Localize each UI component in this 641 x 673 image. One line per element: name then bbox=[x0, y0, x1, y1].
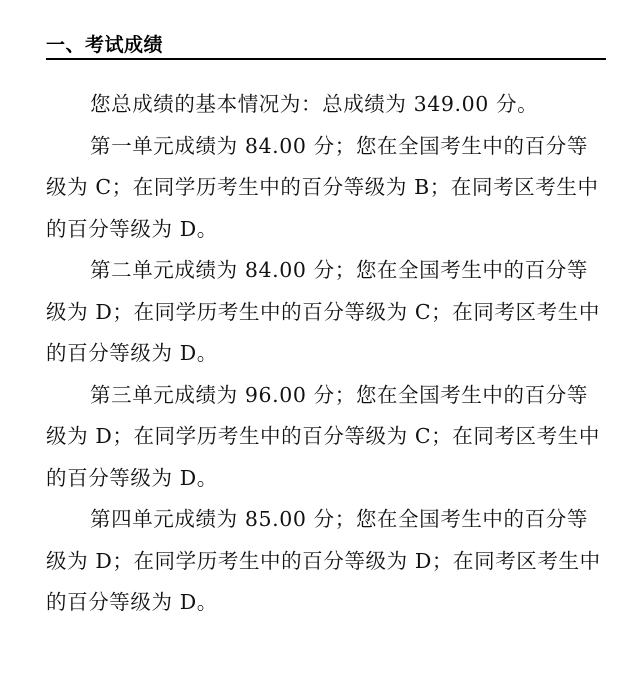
unit-1-line-1: 第一单元成绩为 84.00 分；您在全国考生中的百分等 bbox=[90, 133, 588, 158]
unit-1-score-paragraph bbox=[46, 126, 606, 251]
unit-3-line-3: 的百分等级为 D。 bbox=[46, 465, 218, 490]
unit-1-line-3: 的百分等级为 D。 bbox=[46, 216, 218, 241]
score-details bbox=[46, 84, 606, 624]
unit-3-score-paragraph bbox=[46, 375, 606, 500]
unit-3-line-1: 第三单元成绩为 96.00 分；您在全国考生中的百分等 bbox=[90, 382, 588, 407]
unit-3-line-2: 级为 D；在同学历考生中的百分等级为 C；在同考区考生中 bbox=[46, 424, 600, 448]
unit-4-score-paragraph bbox=[46, 499, 606, 624]
unit-2-score-paragraph bbox=[46, 250, 606, 375]
unit-2-line-3: 的百分等级为 D。 bbox=[46, 341, 218, 365]
unit-1-line-2: 级为 C；在同学历考生中的百分等级为 B；在同考区考生中 bbox=[46, 175, 599, 199]
unit-2-line-1: 第二单元成绩为 84.00 分；您在全国考生中的百分等 bbox=[90, 258, 588, 282]
total-score-summary: 您总成绩的基本情况为：总成绩为 349.00 分。 bbox=[90, 92, 539, 116]
unit-4-line-3: 的百分等级为 D。 bbox=[46, 590, 218, 614]
unit-4-line-1: 第四单元成绩为 85.00 分；您在全国考生中的百分等 bbox=[90, 507, 588, 531]
unit-4-line-2: 级为 D；在同学历考生中的百分等级为 D；在同考区考生中 bbox=[46, 548, 601, 573]
unit-2-line-2: 级为 D；在同学历考生中的百分等级为 C；在同考区考生中 bbox=[46, 299, 600, 324]
section-title: 一、考试成绩 bbox=[46, 34, 606, 60]
